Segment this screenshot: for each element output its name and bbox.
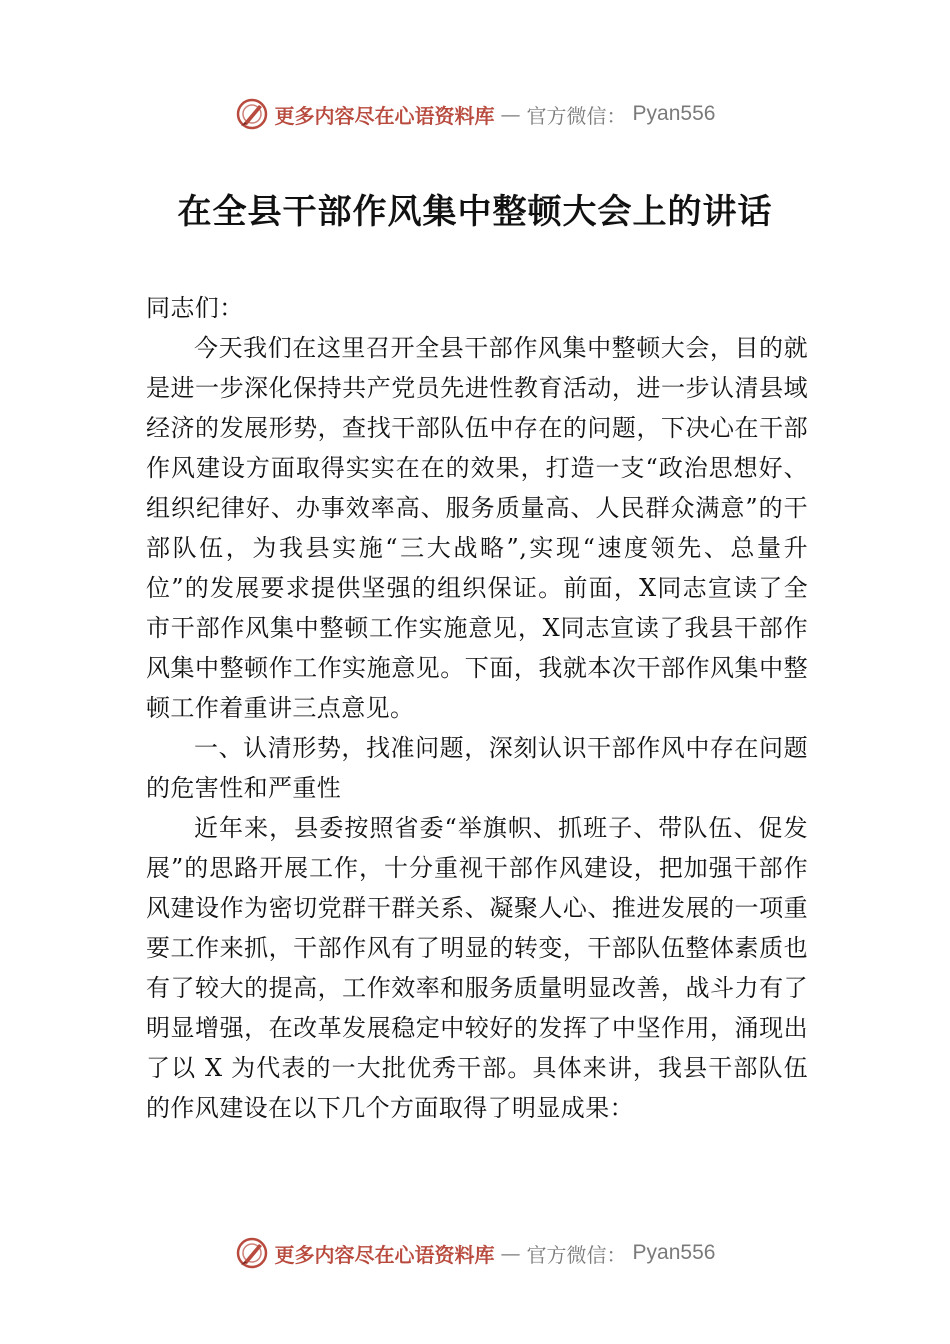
watermark-header [0,94,950,134]
document-body [146,288,808,1128]
watermark-wechat-label: 官方微信： [526,1242,627,1267]
watermark-wechat-id: Pyan556 [632,102,716,125]
document-title: 在全县干部作风集中整顿大会上的讲话 [177,192,773,232]
brush-logo-icon [235,97,269,131]
watermark-site-name: 更多内容尽在心语资料库 [274,1242,495,1267]
section-heading-one: 一、认清形势，找准问题，深刻认识干部作风中存在问题的危害性和严重性 [146,734,808,802]
salutation: 同志们： [146,294,244,322]
watermark-dash: — [500,1241,521,1265]
brush-logo-icon [235,1236,269,1270]
paragraph-achievements: 近年来，县委按照省委“举旗帜、抓班子、带队伍、促发展”的思路开展工作，十分重视干部作风建设，把加强干部作风建设作为密切党群干群关系、凝聚人心、推进发展的一项重要工作来抓，干部作风有了明显的转变，干部队伍整体素质也有了较大的提高，工作效率和服务质量明显改善，战斗力有了明显增强，在改革发展稳定中较好的发挥了中坚作用，涌现出了以 X 为代表的一大批优秀干部。具体来讲，我县干部队伍的作风建设在以下几个方面取得了明显成果： [146,814,808,1122]
watermark-wechat-label: 官方微信： [526,103,627,128]
watermark-site-name: 更多内容尽在心语资料库 [274,103,495,128]
watermark-wechat-id: Pyan556 [632,1241,716,1264]
watermark-footer [0,1233,950,1273]
watermark-dash: — [500,102,521,126]
paragraph-opening: 今天我们在这里召开全县干部作风集中整顿大会，目的就是进一步深化保持共产党员先进性教育活动，进一步认清县域经济的发展形势，查找干部队伍中存在的问题，下决心在干部作风建设方面取得实实在在的效果，打造一支“政治思想好、组织纪律好、办事效率高、服务质量高、人民群众满意”的干部队伍，为我县实施“三大战略”,实现“速度领先、总量升位”的发展要求提供坚强的组织保证。前面，X同志宣读了全市干部作风集中整顿工作实施意见，X同志宣读了我县干部作风集中整顿作工作实施意见。下面，我就本次干部作风集中整顿工作着重讲三点意见。 [146,334,808,722]
